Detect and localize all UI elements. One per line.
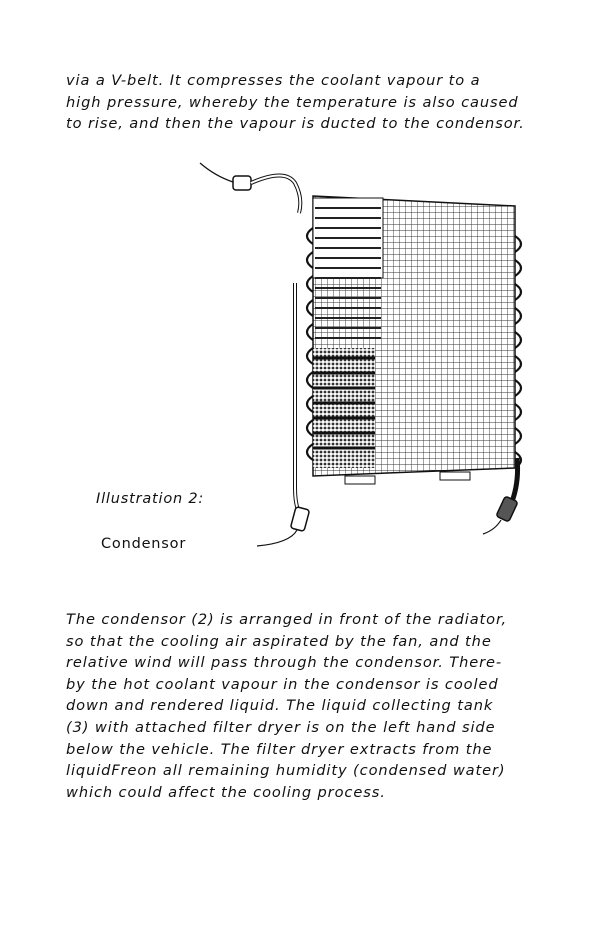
illustration-name: Condensor bbox=[101, 536, 187, 552]
body-paragraph-top: via a V-belt. It compresses the coolant vapour to a high pressure, whereby the temperature is also caused to rise, and then the vapour is ducted to the condensor. bbox=[66, 72, 525, 133]
body-paragraph-bottom: The condensor (2) is arranged in front of the radiator, so that the cooling air aspirated by the fan, and the relative wind will pass through the condensor. There- by the hot coolant vapour in the condensor is cooled down and rendered liquid. The liquid collecting tank (3) with attached filter dryer is on the left hand side below the vehicle. The filter dryer extracts from the liquidFreon all remaining humidity (condensed water) which could affect the cooling process. bbox=[66, 611, 508, 801]
condensor-illustration bbox=[195, 158, 535, 558]
illustration-label: Illustration 2: bbox=[96, 491, 205, 507]
